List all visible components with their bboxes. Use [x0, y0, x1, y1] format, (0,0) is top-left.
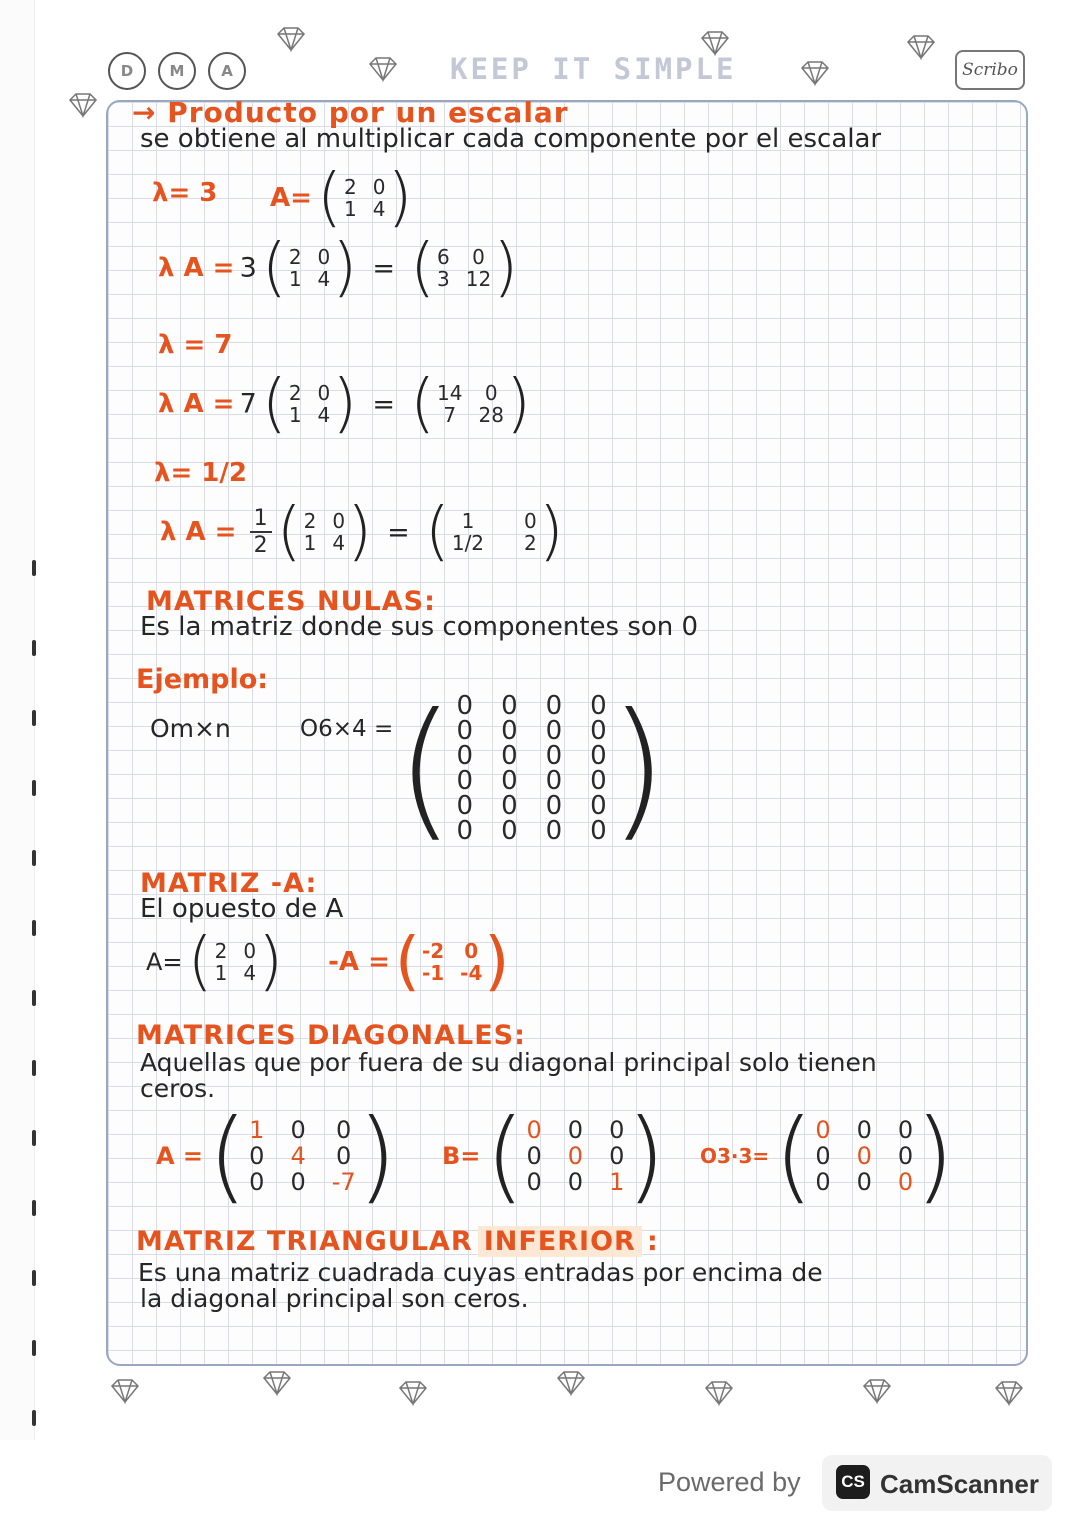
matrix-cell: 0 [290, 1116, 306, 1144]
negative-matrix-label: -A = [328, 947, 390, 977]
equals-sign: = [372, 388, 395, 420]
matrix-cell: 1 [288, 267, 302, 291]
null-matrix-notation: Om×n [150, 714, 231, 743]
binding-hole [32, 780, 36, 796]
matrix-cell: 4 [317, 403, 331, 427]
matrix-cell: 0 [501, 791, 518, 821]
matrix-cell: 0 [567, 1116, 584, 1144]
result-matrix: ( 1 0 1/2 2 ) [424, 495, 564, 569]
matrix-label: A= [270, 183, 312, 213]
scalar-factor: 7 [239, 388, 257, 420]
notebook-binding [0, 0, 35, 1440]
matrix-cell: 0 [545, 716, 563, 746]
matrix-cell: 0 [590, 766, 607, 796]
matrix: ( 0 0 0 0 0 0 0 0 0 ) [774, 1097, 955, 1214]
equation-lhs: λ A = [158, 253, 235, 283]
matrix-cell: 0 [456, 716, 474, 746]
diamond-icon [700, 30, 730, 56]
matrix-cell: 3 [437, 267, 450, 291]
matrix-cell: 0 [815, 1116, 831, 1144]
matrix-cell: 28 [478, 403, 504, 427]
camscanner-name: CamScanner [880, 1469, 1039, 1499]
scalar-example-3 [160, 495, 564, 569]
diamond-icon [906, 34, 936, 60]
section-heading-scalar: → Producto por un escalar [132, 96, 569, 129]
binding-hole [32, 1270, 36, 1286]
triangular-definition-cont: la diagonal principal son ceros. [140, 1284, 529, 1313]
fraction-denominator: 2 [253, 533, 268, 558]
scalar-definition: se obtiene al multiplicar cada componente por el escalar [140, 124, 882, 154]
matrix-cell: -4 [460, 961, 483, 985]
matrix-cell: -1 [421, 961, 445, 985]
matrix-cell: 0 [545, 791, 563, 821]
powered-by-text: Powered by [658, 1467, 801, 1497]
section-heading-diagonales: MATRICES DIAGONALES: [136, 1020, 526, 1051]
matrix-cell: 14 [437, 381, 463, 405]
diagonal-matrix-O [700, 1097, 955, 1214]
matrix-cell: 0 [501, 816, 518, 846]
diamond-icon [556, 1370, 586, 1396]
lambda-value: λ= 1/2 [154, 458, 247, 488]
matrix-cell: 0 [590, 816, 607, 846]
matrix-cell: 1 [214, 961, 228, 985]
matrix-cell: 0 [317, 381, 331, 405]
matrix-cell: 0 [815, 1168, 831, 1196]
year-circle: A [208, 52, 246, 90]
matrix-cell: 0 [249, 1142, 265, 1170]
matrix: ( 2 0 1 4 ) [317, 161, 413, 235]
matrix-cell: 0 [609, 1116, 625, 1144]
matrix-cell: 0 [456, 766, 474, 796]
matrix-cell: 2 [214, 939, 228, 963]
lambda-value: λ= 3 [152, 178, 218, 208]
matrix-cell: 1 [288, 403, 302, 427]
matrix-cell: 2 [288, 245, 302, 269]
binding-hole [32, 1200, 36, 1216]
example-label: Ejemplo: [136, 664, 269, 695]
matrix-cell: 0 [243, 939, 257, 963]
binding-hole [32, 850, 36, 866]
binding-hole [32, 560, 36, 576]
binding-hole [32, 1410, 36, 1426]
section-heading-nulas: MATRICES NULAS: [146, 586, 436, 617]
brand-logo: Scribo [955, 50, 1025, 90]
section-heading-opuesta: MATRIZ -A: [140, 868, 318, 899]
diamond-icon [262, 1370, 292, 1396]
matrix-cell: 0 [484, 381, 498, 405]
matrix-cell: 0 [501, 691, 518, 721]
result-matrix: ( 14 0 7 28 ) [410, 367, 531, 441]
matrix-cell: 6 [437, 245, 450, 269]
nulas-definition: Es la matriz donde sus componentes son 0 [140, 612, 699, 642]
matrix-cell: 4 [290, 1142, 306, 1170]
diamond-icon [276, 26, 306, 52]
matrix-cell: 0 [372, 175, 386, 199]
matrix-cell: 0 [590, 691, 607, 721]
triangular-heading: MATRIZ TRIANGULAR [136, 1226, 473, 1257]
matrix-cell: 4 [243, 961, 257, 985]
matrix-cell: -7 [331, 1168, 356, 1196]
diamond-icon [398, 1380, 428, 1406]
binding-hole [32, 920, 36, 936]
matrix-cell: 0 [332, 509, 346, 533]
fraction-numerator: 1 [250, 506, 272, 533]
matrix-cell: 0 [336, 1142, 352, 1170]
matrix-cell: -2 [421, 939, 445, 963]
matrix-cell: 4 [372, 197, 386, 221]
matrix: ( 0 0 0 0 0 0 0 0 1 ) [485, 1097, 666, 1214]
opuesta-example [146, 925, 510, 999]
matrix-cell: 4 [332, 531, 346, 555]
negative-matrix: ( -2 0 -1 -4 ) [394, 925, 510, 999]
equation-lhs: λ A = [158, 389, 235, 419]
scalar-factor: 3 [239, 252, 257, 284]
matrix-cell: 0 [567, 1142, 584, 1170]
matrix-cell: 0 [567, 1168, 584, 1196]
matrix-cell: 0 [501, 716, 518, 746]
matrix-cell: 0 [317, 245, 331, 269]
equation-lhs: λ A = [160, 517, 237, 547]
matrix-cell: 0 [590, 716, 607, 746]
result-matrix: ( 6 0 3 12 ) [410, 231, 519, 305]
matrix-cell: 0 [290, 1168, 306, 1196]
triangular-definition: Es una matriz cuadrada cuyas entradas por encima de [138, 1258, 823, 1287]
null-matrix-name: O6×4 = [300, 716, 394, 742]
matrix-cell: 0 [526, 1168, 542, 1196]
matrix-label: A= [146, 948, 183, 976]
triangular-colon: : [646, 1226, 659, 1257]
matrix-cell: 0 [856, 1116, 872, 1144]
matrix-cell: 0 [815, 1142, 831, 1170]
binding-hole [32, 1340, 36, 1356]
diamond-icon [862, 1378, 892, 1404]
matrix-cell: 2 [343, 175, 357, 199]
diamond-icon [704, 1380, 734, 1406]
matrix-cell: 1 [609, 1168, 625, 1196]
matrix-cell: 7 [443, 403, 457, 427]
fraction [250, 506, 272, 558]
equals-sign: = [372, 252, 395, 284]
matrix-cell: 0 [590, 791, 607, 821]
matrix-cell: 0 [456, 791, 474, 821]
diagonales-definition: Aquellas que por fuera de su diagonal principal solo tienen [140, 1048, 877, 1077]
matrix-cell: 2 [288, 381, 302, 405]
matrix: ( 2 0 1 4 ) [187, 925, 284, 999]
day-circle: D [108, 52, 146, 90]
binding-hole [32, 640, 36, 656]
diamond-icon [110, 1378, 140, 1404]
diamond-icon [994, 1380, 1024, 1406]
matrix-cell: 0 [336, 1116, 352, 1144]
diagonales-definition-cont: ceros. [140, 1074, 216, 1103]
diagonal-matrix-A [156, 1097, 397, 1214]
matrix-cell: 0 [856, 1168, 872, 1196]
matrix-cell: 0 [856, 1142, 872, 1170]
lambda-value-half [154, 458, 247, 488]
binding-hole [32, 1060, 36, 1076]
matrix-label: B= [442, 1142, 481, 1170]
matrix-cell: 0 [545, 691, 563, 721]
null-matrix-6x4 [396, 682, 668, 856]
matrix-cell: 0 [524, 509, 537, 533]
matrix-cell: 0 [501, 766, 518, 796]
binding-hole [32, 1130, 36, 1146]
matrix-cell: 0 [897, 1168, 914, 1196]
matrix-cell: 0 [590, 741, 607, 771]
page-slogan: KEEP IT SIMPLE [450, 52, 737, 86]
matrix-A-definition [270, 161, 413, 235]
matrix-cell: 1 [249, 1116, 265, 1144]
matrix-cell: 0 [456, 691, 474, 721]
lambda-value: λ = 7 [158, 330, 233, 360]
matrix-cell: 0 [249, 1168, 265, 1196]
matrix: ( 2 0 1 4 ) [261, 231, 358, 305]
matrix-cell: 0 [456, 741, 474, 771]
matrix-cell: 0 [897, 1142, 914, 1170]
matrix-cell: 1 [303, 531, 317, 555]
matrix-cell: 0 [501, 741, 518, 771]
matrix-label: A = [156, 1142, 204, 1170]
equals-sign: = [387, 516, 410, 548]
matrix-label: O3·3= [700, 1144, 770, 1168]
matrix-cell: 12 [465, 267, 492, 291]
matrix-cell: 1 [343, 197, 357, 221]
matrix-cell: 2 [524, 531, 537, 555]
matrix-cell: 0 [609, 1142, 625, 1170]
matrix-cell: 0 [456, 816, 474, 846]
binding-hole [32, 710, 36, 726]
matrix: ( 1 0 0 0 4 0 0 0 -7 ) [208, 1097, 397, 1214]
matrix-cell: 1/2 [451, 531, 485, 555]
section-heading-triangular [136, 1226, 659, 1257]
month-circle: M [158, 52, 196, 90]
matrix-cell: 0 [545, 741, 563, 771]
opuesta-definition: El opuesto de A [140, 894, 344, 924]
matrix: ( 2 0 1 4 ) [276, 495, 373, 569]
matrix-cell: 0 [526, 1142, 542, 1170]
diamond-icon [800, 60, 830, 86]
camscanner-logo-icon: CS [836, 1465, 870, 1499]
matrix-cell: 1 [461, 509, 475, 533]
scalar-example-2 [158, 367, 531, 441]
matrix-cell: 0 [897, 1116, 914, 1144]
scalar-example-1 [158, 231, 519, 305]
matrix-cell: 4 [317, 267, 331, 291]
matrix-cell: 0 [526, 1116, 542, 1144]
matrix-cell: 0 [545, 816, 563, 846]
triangular-highlight: INFERIOR [478, 1226, 642, 1257]
matrix-cell: 0 [472, 245, 485, 269]
matrix: ( 2 0 1 4 ) [261, 367, 358, 441]
binding-hole [32, 990, 36, 1006]
diamond-icon [368, 56, 398, 82]
diagonal-matrix-B [442, 1097, 666, 1214]
matrix: ( 0 0 0 0 0 0 0 0 0 0 0 0 0 0 0 0 0 0 0 0 0 0 0 0 ) [396, 682, 668, 856]
matrix-cell: 0 [464, 939, 479, 963]
diamond-icon [68, 92, 98, 118]
matrix-cell: 2 [303, 509, 317, 533]
matrix-cell: 0 [545, 766, 563, 796]
